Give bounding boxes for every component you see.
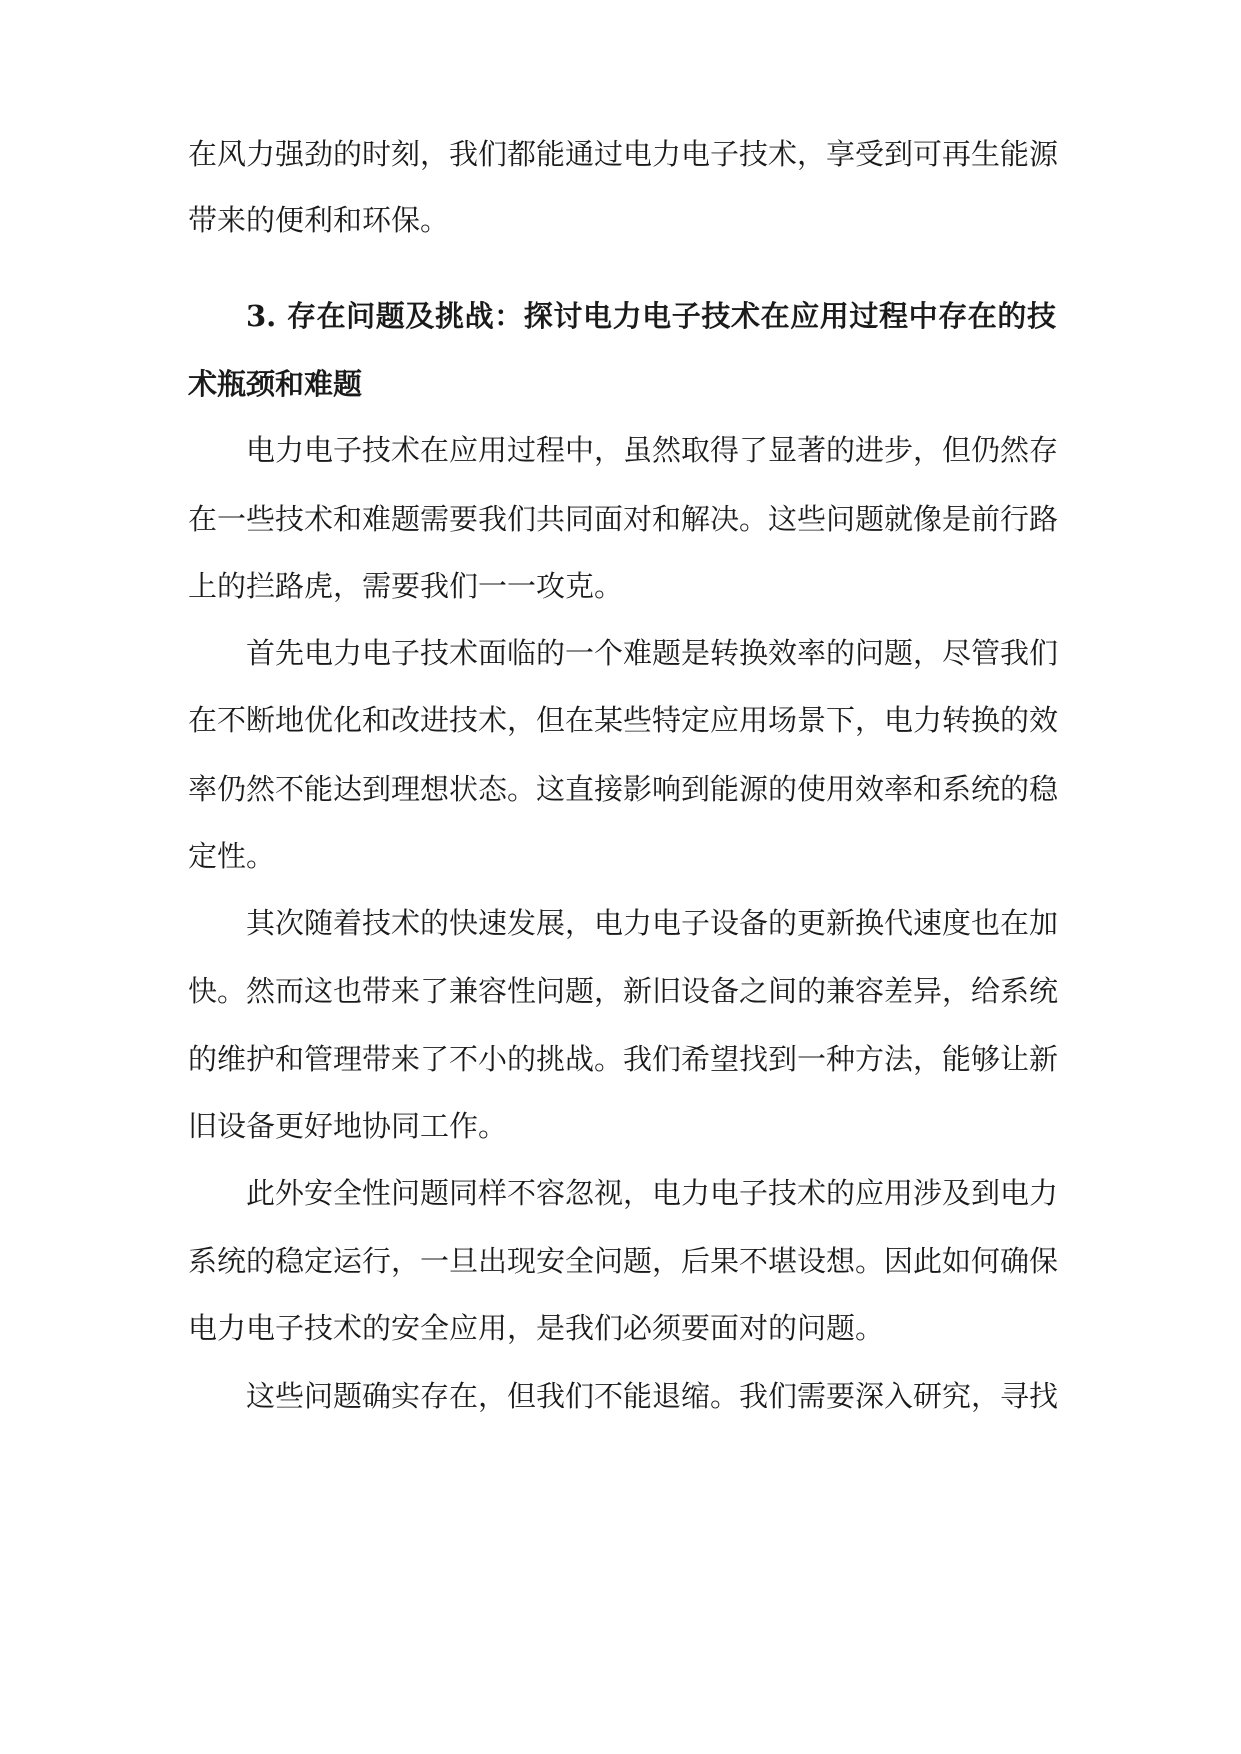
paragraph-line: 在一些技术和难题需要我们共同面对和解决。这些问题就像是前行路 (188, 502, 1059, 536)
paragraph-line: 带来的便利和环保。 (188, 203, 450, 237)
section-heading-continuation: 术瓶颈和难题 (188, 367, 363, 401)
paragraph-line: 其次随着技术的快速发展，电力电子设备的更新换代速度也在加 (246, 906, 1059, 940)
paragraph-line: 定性。 (188, 839, 276, 873)
paragraph-line: 这些问题确实存在，但我们不能退缩。我们需要深入研究，寻找 (246, 1379, 1059, 1413)
paragraph-line: 首先电力电子技术面临的一个难题是转换效率的问题，尽管我们 (246, 636, 1059, 670)
paragraph-line: 电力电子技术在应用过程中，虽然取得了显著的进步，但仍然存 (246, 433, 1059, 467)
paragraph-line: 系统的稳定运行，一旦出现安全问题，后果不堪设想。因此如何确保 (188, 1244, 1059, 1278)
section-heading: 3. 存在问题及挑战：探讨电力电子技术在应用过程中存在的技 (246, 299, 1056, 333)
paragraph-line: 上的拦路虎，需要我们一一攻克。 (188, 569, 624, 603)
paragraph-line: 的维护和管理带来了不小的挑战。我们希望找到一种方法，能够让新 (188, 1042, 1059, 1076)
paragraph-line: 此外安全性问题同样不容忽视，电力电子技术的应用涉及到电力 (246, 1176, 1059, 1210)
paragraph-line: 旧设备更好地协同工作。 (188, 1109, 508, 1143)
paragraph-line: 率仍然不能达到理想状态。这直接影响到能源的使用效率和系统的稳 (188, 772, 1059, 806)
paragraph-line: 在风力强劲的时刻，我们都能通过电力电子技术，享受到可再生能源 (188, 137, 1059, 171)
paragraph-line: 快。然而这也带来了兼容性问题，新旧设备之间的兼容差异，给系统 (188, 974, 1059, 1008)
paragraph-line: 电力电子技术的安全应用，是我们必须要面对的问题。 (188, 1311, 885, 1345)
paragraph-line: 在不断地优化和改进技术，但在某些特定应用场景下，电力转换的效 (188, 703, 1059, 737)
